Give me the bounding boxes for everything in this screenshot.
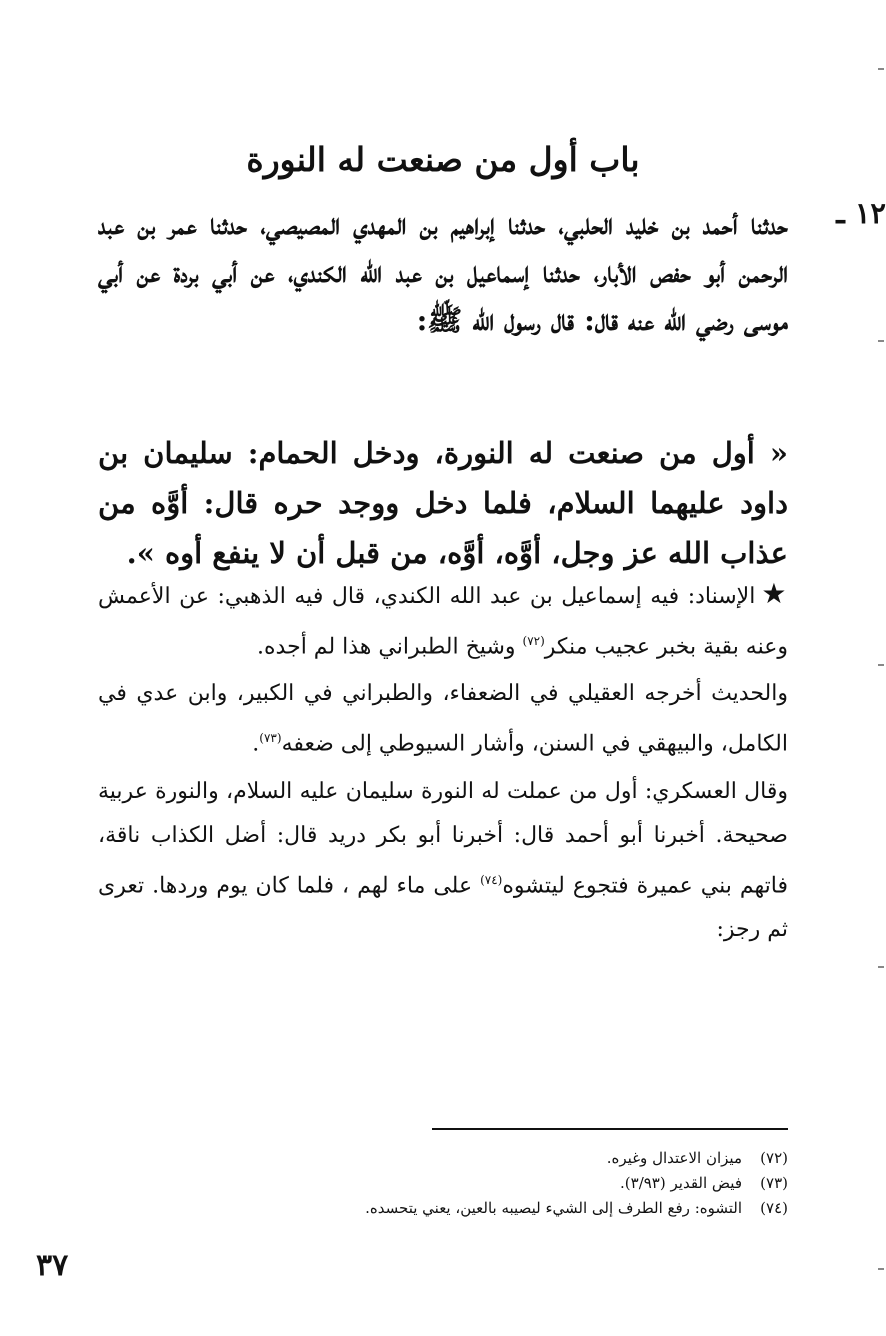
footnote-number: (٧٤) — [760, 1199, 788, 1217]
hadith-number — [791, 196, 886, 230]
footnote-item — [188, 1146, 788, 1171]
chapter-title: باب أول من صنعت له النورة — [246, 140, 640, 179]
commentary-askari-paragraph — [98, 770, 788, 952]
star-icon: ★ — [761, 577, 788, 610]
scan-edge-mark — [878, 1268, 884, 1270]
hadith-matn: « أول من صنعت له النورة، ودخل الحمام: سليمان بن داود عليهما السلام، فلما دخل ووجد حره قال: أوَّه من عذاب الله عز وجل، أوَّه، أوَّه، من قبل أن لا ينفع أوه ». — [98, 436, 788, 570]
scan-edge-mark — [878, 966, 884, 968]
commentary-text-3a: وقال العسكري: أول من عملت له النورة سليمان عليه السلام، والنورة عربية صحيحة. أخبرنا أبو أحمد قال: أخبرنا أبو بكر دريد قال: أضل الكذاب ناقة، فاتهم بني عميرة فتجوع ليتشوه — [98, 779, 788, 899]
scan-edge-mark — [878, 340, 884, 342]
commentary-takhrij-paragraph — [98, 672, 788, 766]
footnotes — [188, 1146, 788, 1221]
scan-edge-mark — [878, 664, 884, 666]
footnote-number: (٧٢) — [760, 1149, 788, 1167]
hadith-number-text: ١٢ ـ — [836, 196, 886, 230]
footnote-text: ميزان الاعتدال وغيره. — [606, 1149, 742, 1167]
page-number: ٣٧ — [36, 1248, 69, 1283]
commentary-text-1a: الإسناد: فيه إسماعيل بن عبد الله الكندي، قال فيه الذهبي: عن الأعمش وعنه بقية بخبر عجيب منكر — [98, 584, 788, 660]
footnote-number: (٧٣) — [760, 1174, 788, 1192]
footnote-item — [188, 1171, 788, 1196]
commentary-text-2a: والحديث أخرجه العقيلي في الضعفاء، والطبراني في الكبير، وابن عدي في الكامل، والبيهقي في السنن، وأشار السيوطي إلى ضعفه — [98, 681, 788, 757]
footnote-ref-73[interactable]: (٧٣) — [259, 731, 282, 745]
footnote-text: فيض القدير (٣/٩٣). — [620, 1174, 742, 1192]
commentary-text-1b: وشيخ الطبراني هذا لم أجده. — [257, 634, 523, 660]
hadith-isnad: حدثنا أحمد بن خليد الحلبي، حدثنا إبراهيم بن المهدي المصيصي، حدثنا عمر بن عبد الرحمن أبو حفص الأبار، حدثنا إسماعيل بن عبد الله الكندي، عن أبي بردة عن أبي موسى رضي الله عنه قال: قال رسول الله ﷺ: — [98, 207, 788, 337]
footnote-ref-74[interactable]: (٧٤) — [480, 873, 503, 887]
footnote-ref-72[interactable]: (٧٢) — [522, 634, 545, 648]
footnote-divider — [432, 1128, 788, 1130]
footnote-text: التشوه: رفع الطرف إلى الشيء ليصيبه بالعين، يعني يتحسده. — [365, 1199, 742, 1217]
commentary-isnad-paragraph — [98, 572, 788, 669]
footnote-item — [188, 1196, 788, 1221]
commentary-text-3b: على ماء لهم ، فلما كان يوم وردها. تعرى ثم رجز: — [98, 873, 788, 943]
commentary-text-2b: . — [252, 731, 260, 757]
scan-edge-mark — [878, 68, 884, 70]
